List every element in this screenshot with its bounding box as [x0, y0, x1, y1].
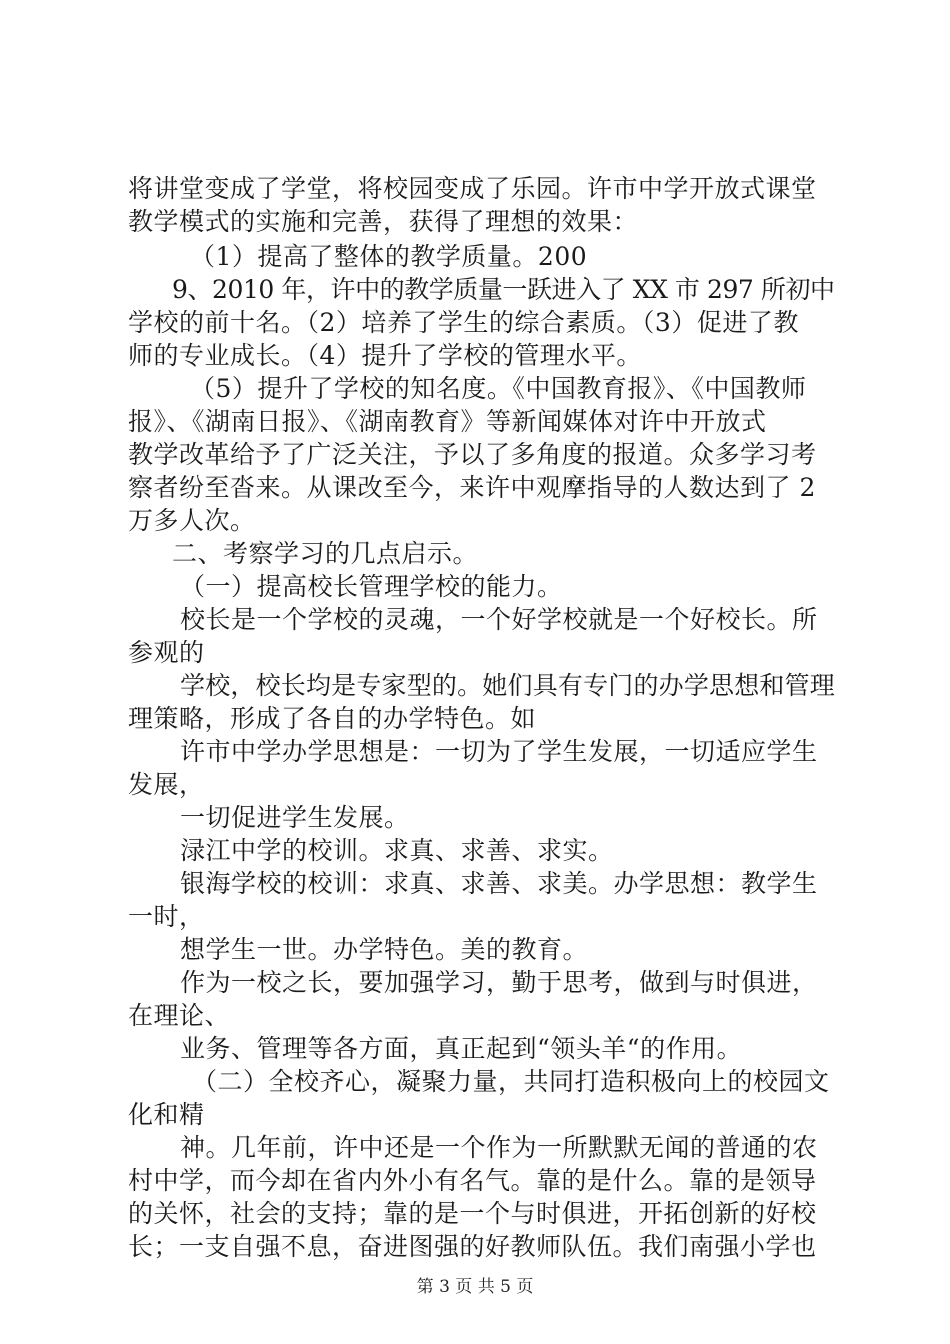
text-line: 学校的前十名。（2）培养了学生的综合素质。（3）促进了教: [128, 308, 799, 337]
text-line: 将讲堂变成了学堂，将校园变成了乐园。许市中学开放式课堂: [128, 174, 817, 203]
text-line: 神。几年前，许中还是一个作为一所默默无闻的普通的农: [180, 1133, 818, 1162]
text-line: （二）全校齐心，凝聚力量，共同打造积极向上的校园文: [192, 1067, 830, 1096]
text-line: 一时，: [128, 902, 205, 931]
text-line: 二、考察学习的几点启示。: [172, 539, 479, 568]
text-line: 校长是一个学校的灵魂，一个好学校就是一个好校长。所: [180, 605, 818, 634]
text-line: 参观的: [128, 638, 205, 667]
text-line: （一）提高校长管理学校的能力。: [180, 572, 563, 601]
text-line: （1）提高了整体的教学质量。200: [190, 242, 588, 271]
page-footer: 第 3 页 共 5 页: [416, 1277, 534, 1297]
text-line: 师的专业成长。（4）提升了学校的管理水平。: [128, 341, 642, 370]
text-line: 报》、《湖南日报》、《湖南教育》等新闻媒体对许中开放式: [128, 407, 767, 436]
text-line: 化和精: [128, 1100, 205, 1129]
text-line: 许市中学办学思想是：一切为了学生发展，一切适应学生: [180, 737, 818, 766]
text-line: 9、2010 年，许中的教学质量一跃进入了 XX 市 297 所初中: [172, 275, 835, 304]
text-line: 教学模式的实施和完善，获得了理想的效果：: [128, 207, 639, 236]
text-line: （5）提升了学校的知名度。《中国教育报》、《中国教师: [190, 374, 807, 403]
text-line: 村中学，而今却在省内外小有名气。靠的是什么。靠的是领导: [128, 1166, 817, 1195]
text-line: 银海学校的校训：求真、求善、求美。办学思想：教学生: [180, 869, 818, 898]
text-line: 想学生一世。办学特色。美的教育。: [180, 935, 589, 964]
text-line: 长；一支自强不息，奋进图强的好教师队伍。我们南强小学也: [128, 1232, 817, 1261]
text-line: 万多人次。: [128, 506, 256, 535]
text-line: 业务、管理等各方面，真正起到“领头羊“的作用。: [180, 1034, 743, 1063]
text-line: 的关怀，社会的支持；靠的是一个与时俱进，开拓创新的好校: [128, 1199, 817, 1228]
text-line: 渌江中学的校训。求真、求善、求实。: [180, 836, 614, 865]
text-line: 教学改革给予了广泛关注，予以了多角度的报道。众多学习考: [128, 440, 817, 469]
text-line: 在理论、: [128, 1001, 231, 1030]
text-line: 作为一校之长，要加强学习，勤于思考，做到与时俱进，: [180, 968, 818, 997]
text-line: 学校，校长均是专家型的。她们具有专门的办学思想和管理: [180, 671, 836, 700]
text-line: 发展，: [128, 770, 205, 799]
text-line: 察者纷至沓来。从课改至今，来许中观摩指导的人数达到了 2: [128, 473, 816, 502]
text-line: 一切促进学生发展。: [180, 803, 410, 832]
text-line: 理策略，形成了各自的办学特色。如: [128, 704, 537, 733]
